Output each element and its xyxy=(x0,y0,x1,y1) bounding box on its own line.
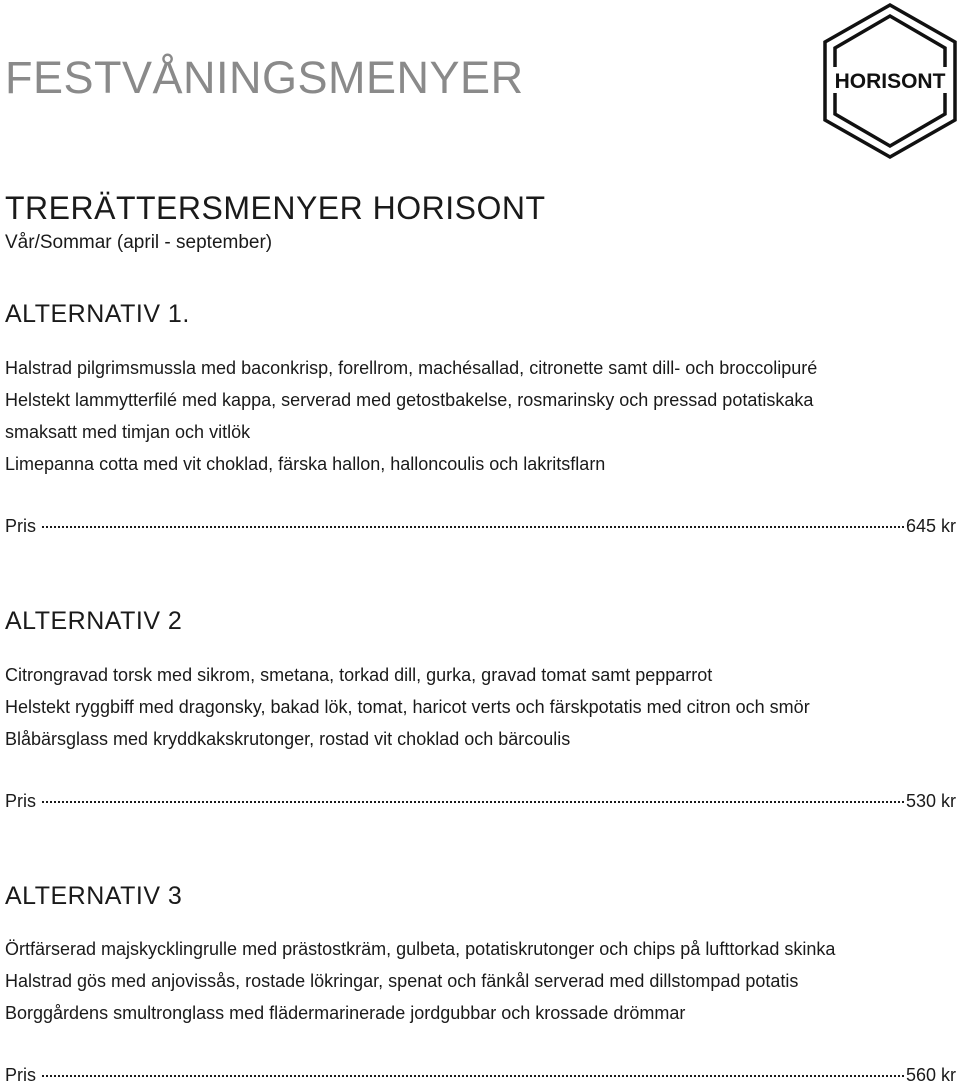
section-title: TRERÄTTERSMENYER HORISONT xyxy=(5,190,546,226)
alternative-1-dish: Halstrad pilgrimsmussla med baconkrisp, forellrom, machésallad, citronette samt dill- och broccolipuré xyxy=(5,358,818,378)
alternative-1-title: ALTERNATIV 1. xyxy=(5,300,190,328)
logo-text: HORISONT xyxy=(834,70,946,93)
alternative-2-dish: Citrongravad torsk med sikrom, smetana, torkad dill, gurka, gravad tomat samt pepparrot xyxy=(5,665,713,685)
alternative-1-dish: smaksatt med timjan och vitlök xyxy=(5,422,251,442)
season-subtitle: Vår/Sommar (april - september) xyxy=(5,232,273,253)
alternative-2-dish: Helstekt ryggbiff med dragonsky, bakad lök, tomat, haricot verts och färskpotatis med citron och smör xyxy=(5,697,810,717)
alternative-2-dish: Blåbärsglass med kryddkakskrutonger, rostad vit choklad och bärcoulis xyxy=(5,729,571,749)
price-leader-dots xyxy=(42,801,904,803)
page-title: FESTVÅNINGSMENYER xyxy=(5,52,524,103)
alternative-1-dish: Helstekt lammytterfilé med kappa, serverad med getostbakelse, rosmarinsky och pressad potatiskaka xyxy=(5,390,814,410)
alternative-3-dish: Borggårdens smultronglass med flädermarinerade jordgubbar och krossade drömmar xyxy=(5,1003,686,1023)
alternative-2-price-row xyxy=(5,791,956,812)
price-value: 560 kr xyxy=(905,1065,956,1085)
price-label: Pris xyxy=(5,1065,36,1085)
price-leader-dots xyxy=(42,526,904,528)
alternative-3-price-row xyxy=(5,1065,956,1086)
price-leader-dots xyxy=(42,1075,904,1077)
alternative-1-dish: Limepanna cotta med vit choklad, färska hallon, halloncoulis och lakritsflarn xyxy=(5,454,606,474)
price-label: Pris xyxy=(5,516,36,536)
alternative-2-title: ALTERNATIV 2 xyxy=(5,607,183,635)
price-value: 530 kr xyxy=(905,791,956,811)
alternative-1-price-row xyxy=(5,516,956,537)
horisont-logo xyxy=(820,2,960,160)
alternative-3-title: ALTERNATIV 3 xyxy=(5,882,183,910)
price-label: Pris xyxy=(5,791,36,811)
alternative-3-dish: Örtfärserad majskycklingrulle med prästostkräm, gulbeta, potatiskrutonger och chips på lufttorkad skinka xyxy=(5,939,836,959)
price-value: 645 kr xyxy=(905,516,956,536)
alternative-3-dish: Halstrad gös med anjovissås, rostade lökringar, spenat och fänkål serverad med dillstompad potatis xyxy=(5,971,799,991)
